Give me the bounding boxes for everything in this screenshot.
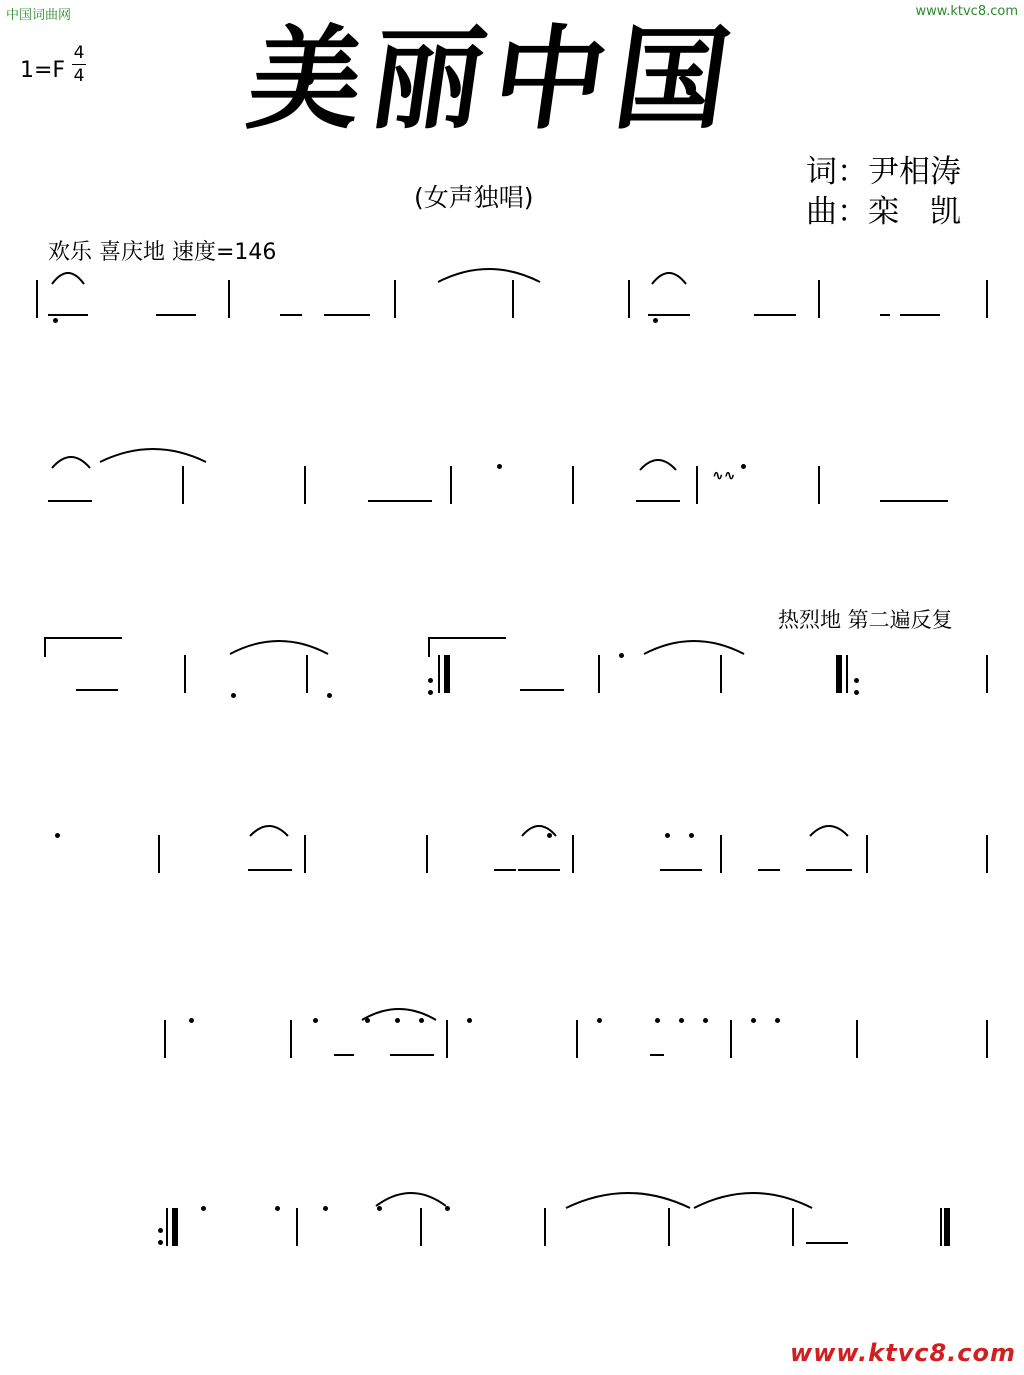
slur (376, 1193, 446, 1206)
slur (438, 269, 540, 282)
slur (522, 826, 556, 836)
slur (250, 826, 288, 836)
slur (566, 1193, 690, 1208)
slur (810, 826, 848, 836)
watermark: www.ktvc8.com (790, 1339, 1016, 1367)
time-signature-bottom: 4 (73, 66, 85, 86)
slur (52, 273, 84, 284)
slur (52, 457, 90, 468)
slur (362, 1009, 436, 1020)
slur (644, 641, 744, 654)
site-url-right: www.ktvc8.com (915, 4, 1018, 19)
song-title: 美丽中国 (240, 14, 748, 145)
lyricist-credit: 词：尹相涛 (806, 154, 961, 190)
slur (100, 449, 206, 462)
site-name-left: 中国词曲网 (6, 8, 72, 23)
slur (640, 460, 676, 470)
slur (230, 641, 328, 654)
slur (694, 1193, 812, 1208)
slur (652, 273, 686, 284)
ornament-mark: ∿∿ (712, 468, 736, 484)
composer-credit: 曲：栾 凯 (806, 194, 961, 230)
performance-note: 热烈地 第二遍反复 (778, 608, 953, 632)
song-subtitle: (女声独唱) (414, 183, 534, 212)
key-signature: 1=F (20, 58, 66, 83)
time-signature-top: 4 (73, 43, 85, 63)
tempo-marking: 欢乐 喜庆地 速度=146 (48, 240, 277, 265)
